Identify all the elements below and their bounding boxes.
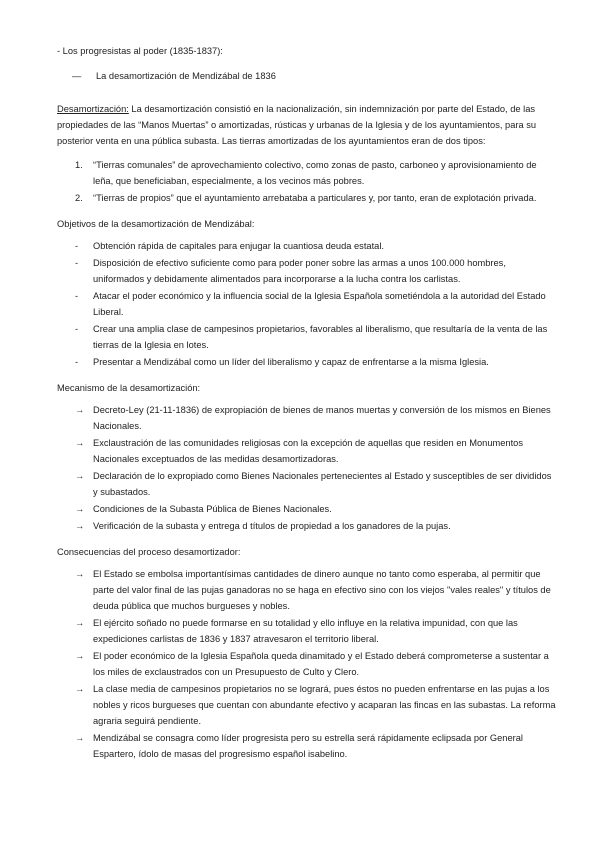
list-item-text: Presentar a Mendizábal como un líder del liberalismo y capaz de enfrentarse a la misma Iglesia. xyxy=(93,357,489,367)
intro-label: Desamortización: xyxy=(57,104,129,114)
list-item-text: Condiciones de la Subasta Pública de Bienes Nacionales. xyxy=(93,504,332,514)
list-item-text: El ejército soñado no puede formarse en su totalidad y ello influye en la relativa impunidad, con que las expediciones carlistas de 1836 y 1837 atravesaron el territorio liberal. xyxy=(93,618,518,644)
list-item xyxy=(57,681,558,729)
dash-bullet: - xyxy=(75,241,79,251)
list-item-text: “Tierras de propios” que el ayuntamiento arrebataba a particulares y, por tanto, eran de explotación privada. xyxy=(93,193,537,203)
list-item xyxy=(57,501,558,517)
list-item xyxy=(57,615,558,647)
consecuencias-list xyxy=(57,566,558,762)
list-item-text: Declaración de lo expropiado como Bienes Nacionales pertenecientes al Estado y susceptibles de ser divididos y subastados. xyxy=(93,471,552,497)
objetivos-heading: Objetivos de la desamortización de Mendizábal: xyxy=(57,219,255,229)
list-number: 2. xyxy=(75,193,83,203)
list-item xyxy=(57,288,558,320)
list-item-text: “Tierras comunales” de aprovechamiento colectivo, como zonas de pasto, carboneo y aprovisionamiento de leña, que beneficiaban, especialmente, a los vecinos más pobres. xyxy=(93,160,537,186)
list-item xyxy=(57,648,558,680)
subheading-dash: — xyxy=(72,71,82,81)
list-item xyxy=(57,730,558,762)
arrow-right-icon: → xyxy=(75,569,85,579)
intro-text: La desamortización consistió en la nacionalización, sin indemnización por parte del Estado, de las propiedades de las “Manos Muertas” o amortizadas, rústicas y urbanas de la Iglesia y de los ayuntamientos, para su posterior venta en una pública subasta. Las tierras amortizadas de los ayuntamientos eran de dos tipos: xyxy=(57,104,537,146)
list-item xyxy=(57,321,558,353)
list-number: 1. xyxy=(75,160,83,170)
list-item-text: El Estado se embolsa importantísimas cantidades de dinero aunque no tanto como esperaba, al permitir que parte del valor final de las pujas ganadoras no se haga en efectivo sino con los viejos "vales reales" y títulos de deuda pública que muchos burgueses y nobles. xyxy=(93,569,551,611)
mecanismo-heading: Mecanismo de la desamortización: xyxy=(57,383,201,393)
tipos-list xyxy=(57,157,558,206)
arrow-right-icon: → xyxy=(75,438,85,448)
section-title-progresistas: - Los progresistas al poder (1835-1837): xyxy=(57,46,223,56)
arrow-right-icon: → xyxy=(75,471,85,481)
arrow-right-icon: → xyxy=(75,684,85,694)
list-item-text: Disposición de efectivo suficiente como para poder poner sobre las armas a unos 100.000 hombres, uniformados y debidamente alimentados para incorporarse a la lucha contra los carlistas. xyxy=(93,258,506,284)
arrow-right-icon: → xyxy=(75,733,85,743)
list-item xyxy=(57,566,558,614)
list-item-text: La clase media de campesinos propietarios no se logrará, pues éstos no pueden enfrentarse en las pujas a los nobles y ricos burgueses que cuentan con abundante efectivo y acaparan las fincas en las subastas. La reforma agraria seguirá pendiente. xyxy=(93,684,556,726)
list-item-text: Obtención rápida de capitales para enjugar la cuantiosa deuda estatal. xyxy=(93,241,384,251)
intro-paragraph xyxy=(57,101,558,149)
list-item xyxy=(57,157,558,189)
list-item xyxy=(57,190,558,206)
objetivos-list xyxy=(57,238,558,370)
list-item xyxy=(57,468,558,500)
arrow-right-icon: → xyxy=(75,521,85,531)
list-item-text: Decreto-Ley (21-11-1836) de expropiación de bienes de manos muertas y conversión de los mismos en Bienes Nacionales. xyxy=(93,405,551,431)
arrow-right-icon: → xyxy=(75,405,85,415)
list-item xyxy=(57,435,558,467)
list-item xyxy=(57,518,558,534)
dash-bullet: - xyxy=(75,324,79,334)
list-item xyxy=(57,402,558,434)
list-item-text: El poder económico de la Iglesia Española queda dinamitado y el Estado deberá comprometerse a sustentar a los miles de exclaustrados con un Presupuesto de Culto y Clero. xyxy=(93,651,549,677)
list-item xyxy=(57,255,558,287)
list-item xyxy=(57,238,558,254)
subheading-desamortizacion xyxy=(57,68,558,84)
list-item xyxy=(57,354,558,370)
mecanismo-list xyxy=(57,402,558,534)
dash-bullet: - xyxy=(75,258,79,268)
arrow-right-icon: → xyxy=(75,651,85,661)
arrow-right-icon: → xyxy=(75,618,85,628)
list-item-text: Verificación de la subasta y entrega d títulos de propiedad a los ganadores de la pujas. xyxy=(93,521,451,531)
subheading-text: La desamortización de Mendizábal de 1836 xyxy=(96,71,276,81)
list-item-text: Exclaustración de las comunidades religiosas con la excepción de aquellas que residen en Monumentos Nacionales exceptuados de las medidas desamortizadoras. xyxy=(93,438,523,464)
dash-bullet: - xyxy=(75,291,79,301)
list-item-text: Atacar el poder económico y la influencia social de la Iglesia Española sometiéndola a la autoridad del Estado Liberal. xyxy=(93,291,546,317)
list-item-text: Mendizábal se consagra como líder progresista pero su estrella será rápidamente eclipsada por General Espartero, ídolo de masas del progresismo español isabelino. xyxy=(93,733,523,759)
list-item-text: Crear una amplia clase de campesinos propietarios, favorables al liberalismo, que resultaría de la venta de las tierras de la Iglesia en lotes. xyxy=(93,324,548,350)
arrow-right-icon: → xyxy=(75,504,85,514)
consecuencias-heading: Consecuencias del proceso desamortizador: xyxy=(57,547,241,557)
dash-bullet: - xyxy=(75,357,79,367)
